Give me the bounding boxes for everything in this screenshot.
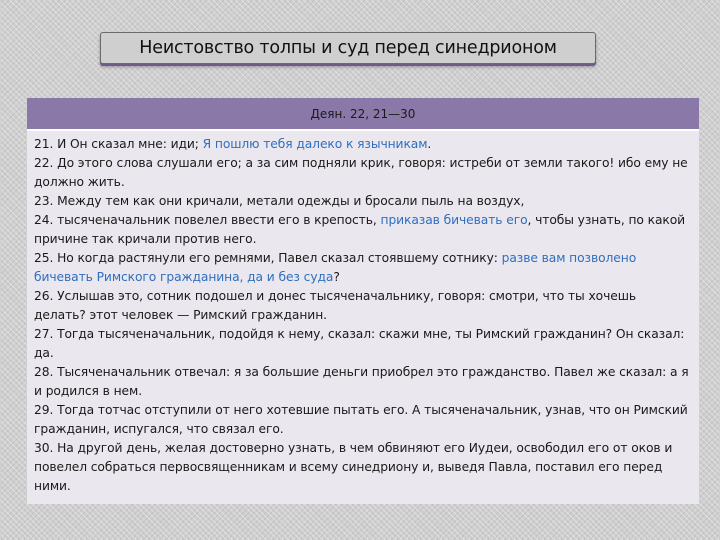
verse-23: 23. Между тем как они кричали, метали одежды и бросали пыль на воздух,	[34, 194, 525, 208]
verse-26: 26. Услышав это, сотник подошел и донес тысяченачальнику, говоря: смотри, что ты хочешь делать? этот человек — Римский гражданин.	[34, 289, 636, 322]
verse-25: 25. Но когда растянули его ремнями, Павел сказал стоявшему сотнику: разве вам позволено бичевать Римского гражданина, да и без суда?	[34, 251, 637, 284]
table-header	[27, 98, 699, 129]
verse-29: 29. Тогда тотчас отступили от него хотевшие пытать его. А тысяченачальник, узнав, что он Римский гражданин, испугался, что связал его.	[34, 403, 688, 436]
verse-21-highlight: Я пошлю тебя далеко к язычникам	[202, 137, 428, 151]
title-box	[100, 32, 596, 64]
verse-27: 27. Тогда тысяченачальник, подойдя к нему, сказал: скажи мне, ты Римский гражданин? Он сказал: да.	[34, 327, 685, 360]
verse-28: 28. Тысяченачальник отвечал: я за большие деньги приобрел это гражданство. Павел же сказал: а я и родился в нем.	[34, 365, 689, 398]
table-body	[27, 129, 699, 504]
verse-25-highlight: разве вам позволено бичевать Римского гражданина, да и без суда	[34, 251, 637, 284]
scripture-reference: Деян. 22, 21—30	[310, 106, 416, 121]
scripture-table	[27, 98, 699, 504]
verse-22: 22. До этого слова слушали его; а за сим подняли крик, говоря: истреби от земли такого! ибо ему не должно жить.	[34, 156, 688, 189]
verse-30: 30. На другой день, желая достоверно узнать, в чем обвиняют его Иудеи, освободил его от оков и повелел собраться первосвященникам и всему синедриону и, выведя Павла, поставил его перед ними.	[34, 441, 673, 493]
verse-24-highlight: приказав бичевать его	[380, 213, 528, 227]
verse-21: 21. И Он сказал мне: иди; Я пошлю тебя далеко к язычникам.	[34, 137, 432, 151]
slide-title: Неистовство толпы и суд перед синедрионом	[139, 38, 557, 58]
verse-24: 24. тысяченачальник повелел ввести его в крепость, приказав бичевать его, чтобы узнать, по какой причине так кричали против него.	[34, 213, 686, 246]
